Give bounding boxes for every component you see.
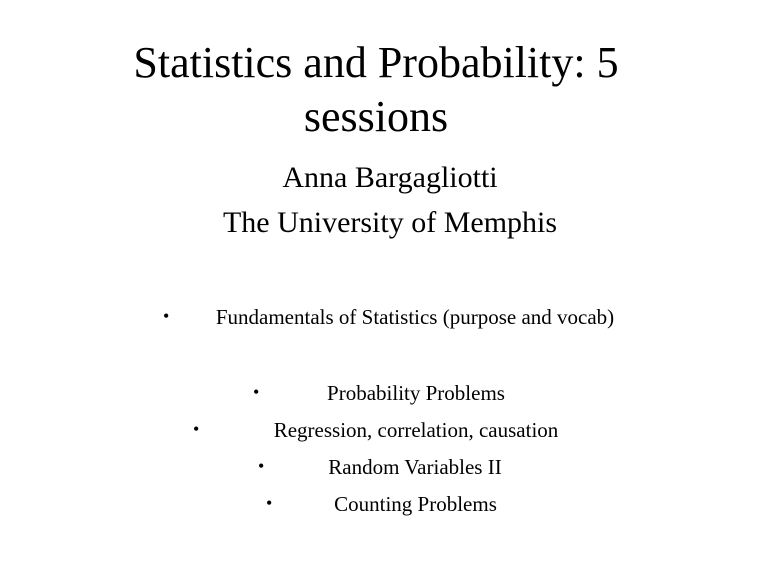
affiliation: The University of Memphis <box>222 206 558 239</box>
list-item-text: Counting Problems <box>334 492 497 516</box>
bullet-icon: • <box>193 419 200 439</box>
list-item <box>0 411 768 448</box>
bullet-icon: • <box>266 493 273 513</box>
author-name: Anna Bargagliotti <box>282 161 498 194</box>
list-item-text: Random Variables II <box>328 455 502 479</box>
slide-title: Statistics and Probability: 5 sessions <box>133 38 619 141</box>
list-item <box>0 485 768 522</box>
list-item <box>0 374 768 411</box>
bullet-icon: • <box>258 456 265 476</box>
list-item <box>0 448 768 485</box>
list-item-text: Fundamentals of Statistics (purpose and vocab) <box>215 305 615 329</box>
list-item-text: Probability Problems <box>327 381 505 405</box>
session-list <box>0 298 768 522</box>
bullet-icon: • <box>163 306 170 326</box>
bullet-icon: • <box>253 382 260 402</box>
list-item <box>0 298 768 374</box>
list-item-text: Regression, correlation, causation <box>273 418 559 442</box>
